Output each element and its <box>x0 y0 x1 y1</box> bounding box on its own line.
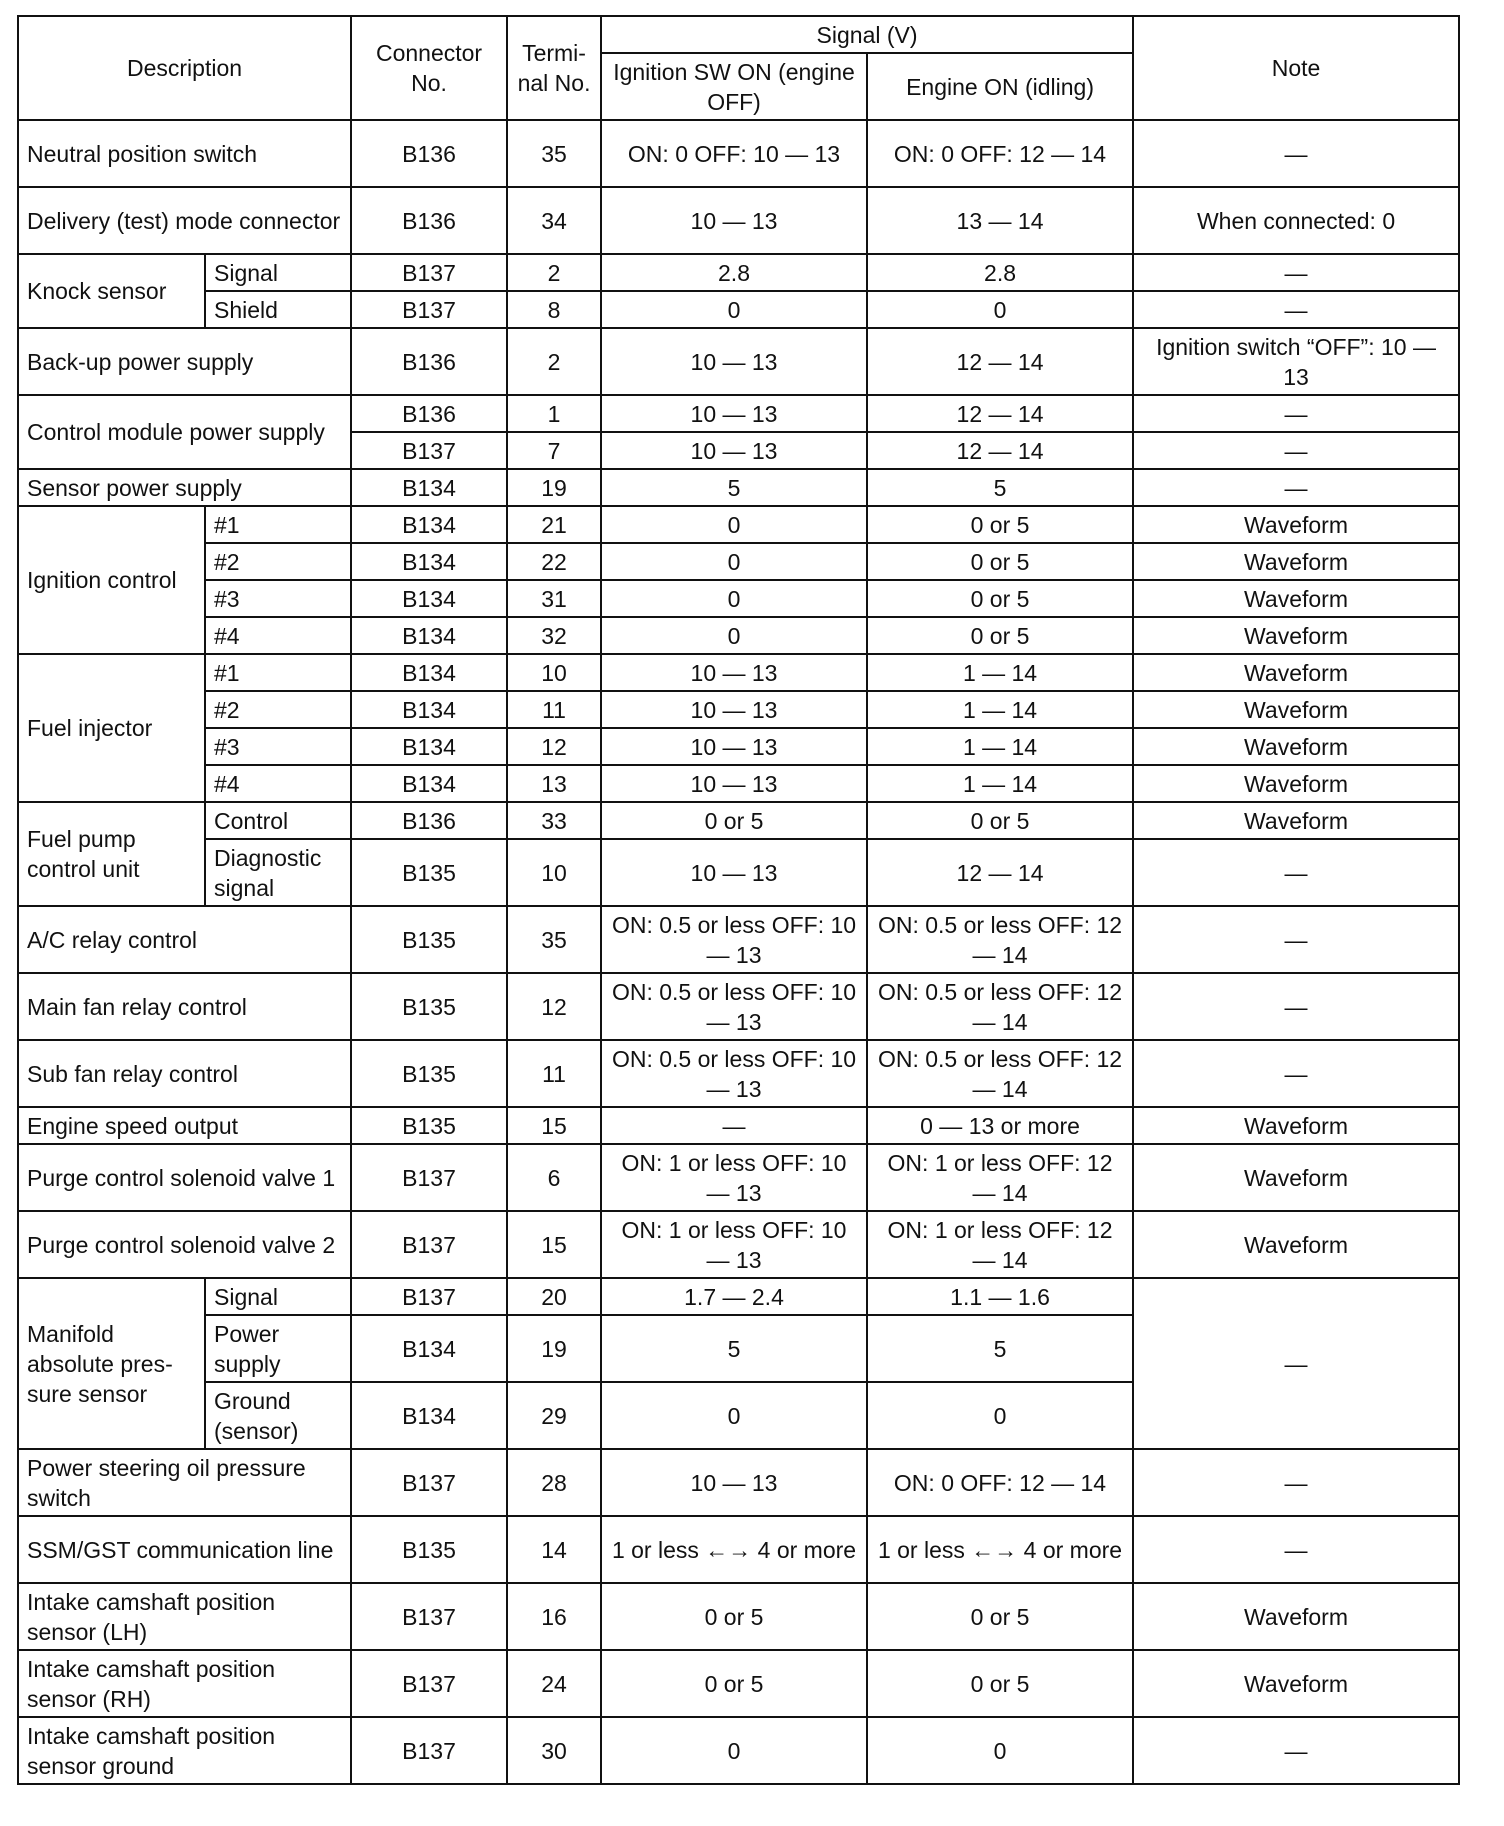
engine-signal-cell: 1 — 14 <box>867 765 1133 802</box>
header-engine-on: Engine ON (idling) <box>867 53 1133 120</box>
engine-signal-cell: 5 <box>867 469 1133 506</box>
terminal-cell: 8 <box>507 291 601 328</box>
table-row <box>18 617 1459 654</box>
table-row <box>18 580 1459 617</box>
terminal-cell: 31 <box>507 580 601 617</box>
note-cell: — <box>1133 1717 1459 1784</box>
ignition-signal-cell: 10 — 13 <box>601 187 867 254</box>
engine-signal-cell: ON: 0 OFF: 12 — 14 <box>867 120 1133 187</box>
sub-description: #4 <box>205 617 351 654</box>
connector-cell: B137 <box>351 1278 507 1315</box>
table-row <box>18 328 1459 395</box>
terminal-cell: 14 <box>507 1516 601 1583</box>
ignition-signal-cell: 10 — 13 <box>601 765 867 802</box>
table-row <box>18 1449 1459 1516</box>
ignition-signal-cell: 0 or 5 <box>601 1650 867 1717</box>
note-cell: Waveform <box>1133 1583 1459 1650</box>
ignition-signal-cell: 0 or 5 <box>601 802 867 839</box>
ignition-signal-cell: 10 — 13 <box>601 328 867 395</box>
ignition-signal-cell: 0 <box>601 543 867 580</box>
terminal-cell: 15 <box>507 1211 601 1278</box>
connector-cell: B134 <box>351 765 507 802</box>
terminal-signal-table <box>17 15 1460 1785</box>
note-cell: — <box>1133 291 1459 328</box>
group-description: Fuel pump control unit <box>18 802 205 906</box>
ignition-signal-cell: ON: 1 or less OFF: 10 — 13 <box>601 1211 867 1278</box>
connector-cell: B135 <box>351 1040 507 1107</box>
connector-cell: B137 <box>351 254 507 291</box>
engine-signal-cell: 12 — 14 <box>867 432 1133 469</box>
sub-description: Control <box>205 802 351 839</box>
note-cell: Waveform <box>1133 1650 1459 1717</box>
ignition-signal-cell: 10 — 13 <box>601 1449 867 1516</box>
group-description: Ignition control <box>18 506 205 654</box>
sub-description: #1 <box>205 654 351 691</box>
engine-signal-cell: ON: 0.5 or less OFF: 12 — 14 <box>867 1040 1133 1107</box>
note-cell: — <box>1133 120 1459 187</box>
table-row <box>18 187 1459 254</box>
engine-signal-cell: ON: 0 OFF: 12 — 14 <box>867 1449 1133 1516</box>
note-cell: Ignition switch “OFF”: 10 — 13 <box>1133 328 1459 395</box>
terminal-cell: 11 <box>507 1040 601 1107</box>
engine-signal-cell: 0 <box>867 1717 1133 1784</box>
ignition-signal-cell: 10 — 13 <box>601 691 867 728</box>
header-description: Description <box>18 16 351 120</box>
row-description: SSM/GST communication line <box>18 1516 351 1583</box>
connector-cell: B134 <box>351 469 507 506</box>
table-row <box>18 291 1459 328</box>
sub-description: #2 <box>205 691 351 728</box>
table-row <box>18 1650 1459 1717</box>
note-cell: Waveform <box>1133 802 1459 839</box>
sub-description: #2 <box>205 543 351 580</box>
engine-signal-cell: 12 — 14 <box>867 328 1133 395</box>
note-cell: Waveform <box>1133 691 1459 728</box>
note-cell: When connected: 0 <box>1133 187 1459 254</box>
connector-cell: B134 <box>351 1315 507 1382</box>
note-cell: — <box>1133 906 1459 973</box>
connector-cell: B135 <box>351 1516 507 1583</box>
table-row <box>18 906 1459 973</box>
header-ignition-on: Ignition SW ON (engine OFF) <box>601 53 867 120</box>
ignition-signal-cell: 0 <box>601 580 867 617</box>
row-description: Intake camshaft position sensor ground <box>18 1717 351 1784</box>
table-row <box>18 654 1459 691</box>
ignition-signal-cell: 0 <box>601 1382 867 1449</box>
row-description: Neutral position switch <box>18 120 351 187</box>
ignition-signal-cell: 0 or 5 <box>601 1583 867 1650</box>
sub-description: #3 <box>205 580 351 617</box>
terminal-cell: 13 <box>507 765 601 802</box>
engine-signal-cell: 0 <box>867 1382 1133 1449</box>
ignition-signal-cell: 1 or less ←→ 4 or more <box>601 1516 867 1583</box>
note-cell: — <box>1133 1278 1459 1449</box>
connector-cell: B136 <box>351 120 507 187</box>
engine-signal-cell: 0 or 5 <box>867 617 1133 654</box>
connector-cell: B134 <box>351 1382 507 1449</box>
sub-description: Ground (sensor) <box>205 1382 351 1449</box>
note-cell: Waveform <box>1133 506 1459 543</box>
engine-signal-cell: 1 or less ←→ 4 or more <box>867 1516 1133 1583</box>
connector-cell: B135 <box>351 973 507 1040</box>
terminal-cell: 2 <box>507 254 601 291</box>
row-description: Purge control solenoid valve 1 <box>18 1144 351 1211</box>
ignition-signal-cell: ON: 0.5 or less OFF: 10 — 13 <box>601 906 867 973</box>
sub-description: Signal <box>205 254 351 291</box>
note-cell: — <box>1133 1040 1459 1107</box>
group-description: Fuel injector <box>18 654 205 802</box>
note-cell: Waveform <box>1133 543 1459 580</box>
terminal-cell: 7 <box>507 432 601 469</box>
sub-description: Diagnostic signal <box>205 839 351 906</box>
connector-cell: B137 <box>351 1717 507 1784</box>
engine-signal-cell: 1.1 — 1.6 <box>867 1278 1133 1315</box>
table-row <box>18 1144 1459 1211</box>
connector-cell: B134 <box>351 543 507 580</box>
connector-cell: B137 <box>351 1449 507 1516</box>
connector-cell: B134 <box>351 728 507 765</box>
table-row <box>18 1583 1459 1650</box>
table-row <box>18 1211 1459 1278</box>
note-cell: Waveform <box>1133 765 1459 802</box>
note-cell: — <box>1133 469 1459 506</box>
note-cell: — <box>1133 839 1459 906</box>
note-cell: — <box>1133 1516 1459 1583</box>
engine-signal-cell: 12 — 14 <box>867 839 1133 906</box>
ignition-signal-cell: 1.7 — 2.4 <box>601 1278 867 1315</box>
engine-signal-cell: ON: 1 or less OFF: 12 — 14 <box>867 1211 1133 1278</box>
engine-signal-cell: 12 — 14 <box>867 395 1133 432</box>
terminal-cell: 2 <box>507 328 601 395</box>
table-row <box>18 691 1459 728</box>
table-row <box>18 469 1459 506</box>
row-description: Engine speed output <box>18 1107 351 1144</box>
connector-cell: B137 <box>351 1650 507 1717</box>
ignition-signal-cell: 0 <box>601 506 867 543</box>
terminal-cell: 35 <box>507 906 601 973</box>
ignition-signal-cell: 5 <box>601 1315 867 1382</box>
group-description: Control module power supply <box>18 395 351 469</box>
table-row <box>18 506 1459 543</box>
terminal-cell: 11 <box>507 691 601 728</box>
header-connector-no: Connector No. <box>351 16 507 120</box>
connector-cell: B136 <box>351 328 507 395</box>
table-row <box>18 254 1459 291</box>
terminal-cell: 10 <box>507 839 601 906</box>
table-row <box>18 543 1459 580</box>
connector-cell: B135 <box>351 1107 507 1144</box>
table-row <box>18 1516 1459 1583</box>
engine-signal-cell: 2.8 <box>867 254 1133 291</box>
terminal-cell: 16 <box>507 1583 601 1650</box>
connector-cell: B135 <box>351 906 507 973</box>
ignition-signal-cell: 10 — 13 <box>601 395 867 432</box>
table-row <box>18 1278 1459 1315</box>
ignition-signal-cell: 5 <box>601 469 867 506</box>
terminal-cell: 24 <box>507 1650 601 1717</box>
ignition-signal-cell: 2.8 <box>601 254 867 291</box>
connector-cell: B137 <box>351 291 507 328</box>
engine-signal-cell: 0 or 5 <box>867 1650 1133 1717</box>
row-description: Back-up power supply <box>18 328 351 395</box>
table-row <box>18 1107 1459 1144</box>
table-row <box>18 120 1459 187</box>
engine-signal-cell: 13 — 14 <box>867 187 1133 254</box>
terminal-cell: 21 <box>507 506 601 543</box>
note-cell: — <box>1133 254 1459 291</box>
row-description: Sub fan relay control <box>18 1040 351 1107</box>
ignition-signal-cell: ON: 0 OFF: 10 — 13 <box>601 120 867 187</box>
ignition-signal-cell: ON: 0.5 or less OFF: 10 — 13 <box>601 973 867 1040</box>
group-description: Manifold absolute pres- sure sensor <box>18 1278 205 1449</box>
connector-cell: B137 <box>351 1583 507 1650</box>
engine-signal-cell: 1 — 14 <box>867 654 1133 691</box>
connector-cell: B137 <box>351 432 507 469</box>
header-signal-v: Signal (V) <box>601 16 1133 53</box>
ignition-signal-cell: 10 — 13 <box>601 839 867 906</box>
terminal-cell: 12 <box>507 728 601 765</box>
table-row <box>18 839 1459 906</box>
ignition-signal-cell: 0 <box>601 1717 867 1784</box>
row-description: Intake camshaft position sensor (RH) <box>18 1650 351 1717</box>
note-cell: Waveform <box>1133 1144 1459 1211</box>
connector-cell: B134 <box>351 580 507 617</box>
engine-signal-cell: 0 or 5 <box>867 506 1133 543</box>
terminal-cell: 12 <box>507 973 601 1040</box>
terminal-cell: 35 <box>507 120 601 187</box>
engine-signal-cell: 0 or 5 <box>867 543 1133 580</box>
note-cell: — <box>1133 973 1459 1040</box>
connector-cell: B134 <box>351 691 507 728</box>
connector-cell: B137 <box>351 1144 507 1211</box>
note-cell: — <box>1133 395 1459 432</box>
connector-cell: B135 <box>351 839 507 906</box>
table-row <box>18 1717 1459 1784</box>
engine-signal-cell: 0 — 13 or more <box>867 1107 1133 1144</box>
note-cell: Waveform <box>1133 654 1459 691</box>
connector-cell: B136 <box>351 187 507 254</box>
table-row <box>18 1040 1459 1107</box>
engine-signal-cell: ON: 1 or less OFF: 12 — 14 <box>867 1144 1133 1211</box>
ignition-signal-cell: ON: 0.5 or less OFF: 10 — 13 <box>601 1040 867 1107</box>
row-description: Power steering oil pressure switch <box>18 1449 351 1516</box>
engine-signal-cell: 1 — 14 <box>867 728 1133 765</box>
ignition-signal-cell: 10 — 13 <box>601 432 867 469</box>
sub-description: Signal <box>205 1278 351 1315</box>
row-description: A/C relay control <box>18 906 351 973</box>
note-cell: — <box>1133 1449 1459 1516</box>
terminal-cell: 28 <box>507 1449 601 1516</box>
engine-signal-cell: 0 or 5 <box>867 1583 1133 1650</box>
ignition-signal-cell: 10 — 13 <box>601 654 867 691</box>
engine-signal-cell: ON: 0.5 or less OFF: 12 — 14 <box>867 906 1133 973</box>
terminal-cell: 10 <box>507 654 601 691</box>
table-row <box>18 395 1459 432</box>
engine-signal-cell: 0 or 5 <box>867 802 1133 839</box>
note-cell: Waveform <box>1133 580 1459 617</box>
terminal-cell: 33 <box>507 802 601 839</box>
terminal-cell: 30 <box>507 1717 601 1784</box>
row-description: Main fan relay control <box>18 973 351 1040</box>
row-description: Intake camshaft position sensor (LH) <box>18 1583 351 1650</box>
connector-cell: B136 <box>351 395 507 432</box>
note-cell: Waveform <box>1133 1211 1459 1278</box>
header-note: Note <box>1133 16 1459 120</box>
ignition-signal-cell: 0 <box>601 617 867 654</box>
terminal-cell: 6 <box>507 1144 601 1211</box>
connector-cell: B134 <box>351 506 507 543</box>
terminal-cell: 1 <box>507 395 601 432</box>
table-row <box>18 973 1459 1040</box>
group-description: Knock sensor <box>18 254 205 328</box>
note-cell: — <box>1133 432 1459 469</box>
sub-description: Shield <box>205 291 351 328</box>
note-cell: Waveform <box>1133 617 1459 654</box>
engine-signal-cell: 5 <box>867 1315 1133 1382</box>
note-cell: Waveform <box>1133 728 1459 765</box>
engine-signal-cell: 1 — 14 <box>867 691 1133 728</box>
sub-description: #4 <box>205 765 351 802</box>
terminal-cell: 29 <box>507 1382 601 1449</box>
terminal-cell: 19 <box>507 1315 601 1382</box>
terminal-cell: 34 <box>507 187 601 254</box>
table-row <box>18 728 1459 765</box>
terminal-cell: 19 <box>507 469 601 506</box>
row-description: Delivery (test) mode connector <box>18 187 351 254</box>
terminal-cell: 15 <box>507 1107 601 1144</box>
terminal-cell: 20 <box>507 1278 601 1315</box>
connector-cell: B136 <box>351 802 507 839</box>
header-terminal-no: Termi- nal No. <box>507 16 601 120</box>
connector-cell: B134 <box>351 617 507 654</box>
engine-signal-cell: ON: 0.5 or less OFF: 12 — 14 <box>867 973 1133 1040</box>
ignition-signal-cell: 10 — 13 <box>601 728 867 765</box>
connector-cell: B134 <box>351 654 507 691</box>
row-description: Purge control solenoid valve 2 <box>18 1211 351 1278</box>
terminal-cell: 22 <box>507 543 601 580</box>
table-row <box>18 802 1459 839</box>
sub-description: #3 <box>205 728 351 765</box>
ignition-signal-cell: ON: 1 or less OFF: 10 — 13 <box>601 1144 867 1211</box>
engine-signal-cell: 0 <box>867 291 1133 328</box>
ignition-signal-cell: — <box>601 1107 867 1144</box>
connector-cell: B137 <box>351 1211 507 1278</box>
sub-description: Power supply <box>205 1315 351 1382</box>
table-row <box>18 765 1459 802</box>
terminal-cell: 32 <box>507 617 601 654</box>
engine-signal-cell: 0 or 5 <box>867 580 1133 617</box>
ignition-signal-cell: 0 <box>601 291 867 328</box>
row-description: Sensor power supply <box>18 469 351 506</box>
sub-description: #1 <box>205 506 351 543</box>
note-cell: Waveform <box>1133 1107 1459 1144</box>
